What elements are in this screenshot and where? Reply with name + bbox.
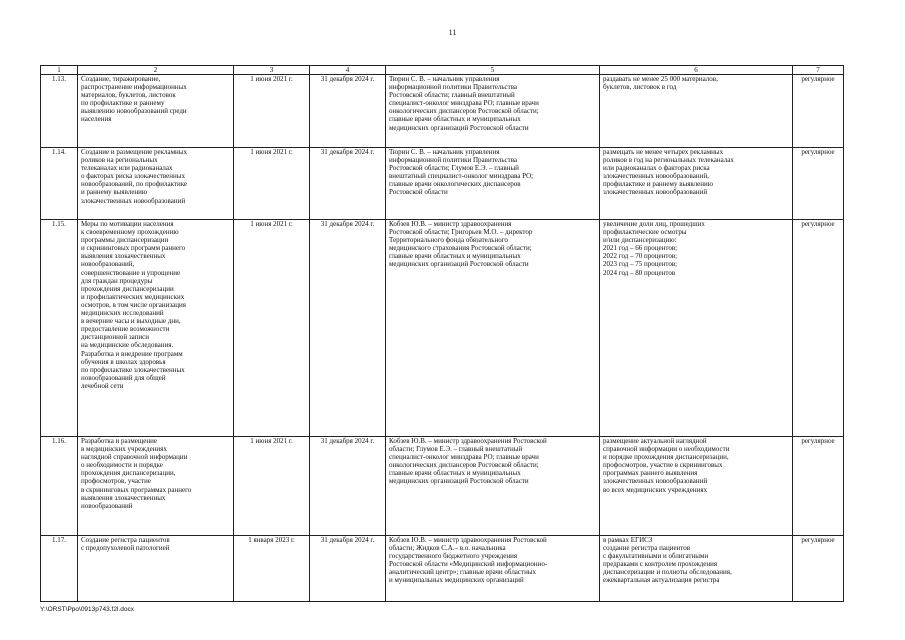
responsible-persons: Тюрин С. В. – начальник управления информационной политики Правительства Ростовской области; главный внештатный специалист-онколог минздрава РО; главные врачи онкологических диспансеров Ростовской области; главные врачи областных и муниципальных медицинских организаций Ростовской области [386, 75, 600, 148]
end-date: 31 декабря 2024 г. [310, 148, 386, 220]
column-number-row [41, 66, 844, 75]
column-header: 4 [310, 66, 386, 75]
start-date: 1 января 2023 г. [234, 536, 310, 602]
column-header: 7 [793, 66, 844, 75]
column-header: 3 [234, 66, 310, 75]
expected-result: раздавать не менее 25 000 материалов, буклетов, листовок в год [600, 75, 793, 148]
expected-result: размещение актуальной наглядной справочной информации о необходимости и порядке прохождения диспансеризации, профосмотров, участие в скрининговых программах раннего выявления злокачественных новообразований во всех медицинских учреждениях [600, 437, 793, 536]
start-date: 1 июня 2021 г. [234, 148, 310, 220]
start-date: 1 июня 2021 г. [234, 75, 310, 148]
activity-name: Создание и размещение рекламных роликов на региональных телеканалах или радиоканалах о факторах риска злокачественных новообразований, по профилактике и раннему выявлению злокачественных новообразований [78, 148, 234, 220]
table-row [41, 148, 844, 220]
activity-type: регулярное [793, 536, 844, 602]
activity-type: регулярное [793, 75, 844, 148]
activity-type: регулярное [793, 220, 844, 437]
column-header: 6 [600, 66, 793, 75]
end-date: 31 декабря 2024 г. [310, 536, 386, 602]
activity-name: Меры по мотивации населения к своевременному прохождению программы диспансеризации и скрининговых программ раннего выявления злокачественных новообразований, совершенствование и упрощение для граждан процедуры прохождения диспансеризации и профилактических медицинских осмотров, в том числе организация медицинских исследований в вечерние часы и выходные дни, предоставление возможности дистанционной записи на медицинские обследования. Разработка и внедрение программ обучения в школах здоровья по профилактике злокачественных новообразований для общей лечебной сети [78, 220, 234, 437]
document-file-path: Y:\ORST\Ppo\0913p743.f2l.docx [40, 606, 134, 613]
start-date: 1 июня 2021 г. [234, 220, 310, 437]
responsible-persons: Кобзев Ю.В. – министр здравоохранения Ростовской области; Григорьев М.О. – директор Территориального фонда обязательного медицинского страхования Ростовской области; главные врачи областных и муниципальных медицинских организаций Ростовской области [386, 220, 600, 437]
activity-name: Создание регистра пациентов с предопухолевой патологией [78, 536, 234, 602]
page-number: 11 [448, 28, 457, 37]
column-header: 2 [78, 66, 234, 75]
item-number: 1.17. [41, 536, 78, 602]
start-date: 1 июня 2021 г. [234, 437, 310, 536]
table-row [41, 220, 844, 437]
activity-type: регулярное [793, 437, 844, 536]
action-plan-table [40, 65, 844, 602]
expected-result: размещать не менее четырех рекламных роликов в год на региональных телеканалах или радиоканалах о факторах риска злокачественных новообразований, профилактике и раннему выявлению злокачественных новообразований [600, 148, 793, 220]
item-number: 1.15. [41, 220, 78, 437]
expected-result: в рамках ЕГИСЗ создание регистра пациентов с факультативными и облигатными предраками с контролем прохождения диспансеризации и полноты обследования, ежеквартальная актуализация регистра [600, 536, 793, 602]
expected-result: увеличение доли лиц, прошедших профилактические осмотры и/или диспансеризацию: 2021 год – 66 процентов; 2022 год – 70 процентов; 2023 год – 75 процентов; 2024 год – 80 процентов [600, 220, 793, 437]
end-date: 31 декабря 2024 г. [310, 437, 386, 536]
responsible-persons: Кобзев Ю.В. – министр здравоохранения Ростовской области; Жидков С.А.– в.о. начальника государственного бюджетного учреждения Ростовской области «Медицинский информационно- аналитический центр»; главные врачи областных и муниципальных медицинских организаций [386, 536, 600, 602]
activity-name: Создание, тиражирование, распространение информационных материалов, буклетов, листовок по профилактике и раннему выявлению новообразований среди населения [78, 75, 234, 148]
table-row [41, 437, 844, 536]
activity-type: регулярное [793, 148, 844, 220]
activity-name: Разработка и размещение в медицинских учреждениях наглядной справочной информации о необходимости и порядке прохождения диспансеризации, профосмотров, участие в скрининговых программах раннего выявления злокачественных новообразований [78, 437, 234, 536]
responsible-persons: Кобзев Ю.В. – министр здравоохранения Ростовской области; Глумов Е.Э. – главный внештатный специалист-онколог минздрава РО; главные врачи онкологических диспансеров Ростовской области; главные врачи областных и муниципальных медицинских организаций Ростовской области [386, 437, 600, 536]
end-date: 31 декабря 2024 г. [310, 220, 386, 437]
table-row [41, 536, 844, 602]
end-date: 31 декабря 2024 г. [310, 75, 386, 148]
column-header: 1 [41, 66, 78, 75]
column-header: 5 [386, 66, 600, 75]
responsible-persons: Тюрин С. В. – начальник управления информационной политики Правительства Ростовской области; Глумов Е.Э. – главный внештатный специалист-онколог минздрава РО; главные врачи онкологических диспансеров Ростовской области [386, 148, 600, 220]
item-number: 1.16. [41, 437, 78, 536]
item-number: 1.13. [41, 75, 78, 148]
table-row [41, 75, 844, 148]
item-number: 1.14. [41, 148, 78, 220]
